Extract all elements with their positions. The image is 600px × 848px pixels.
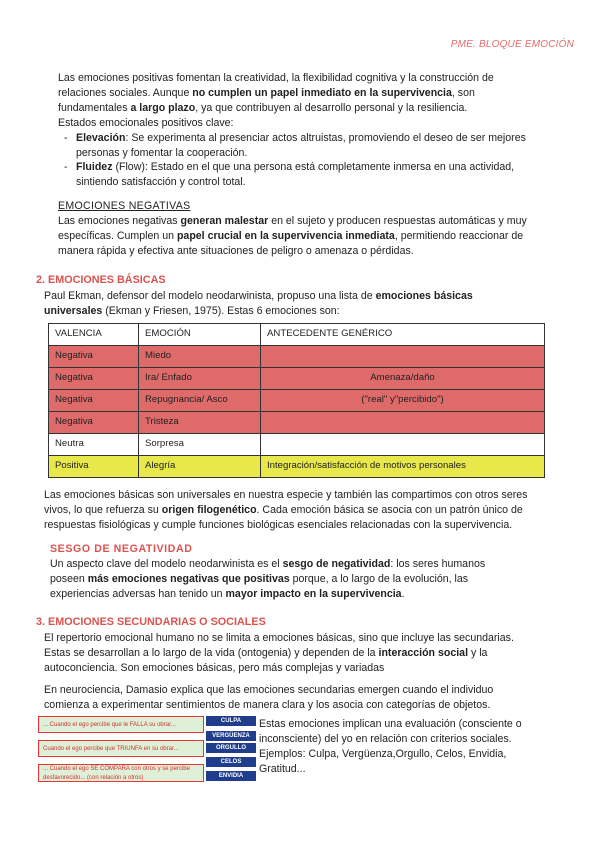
neg-line-3: manera rápida y efectiva ante situaciones de peligro o amenaza o pérdidas. (58, 245, 414, 257)
side-line-4: Gratitud... (259, 763, 306, 775)
table-cell: Alegría (139, 456, 261, 478)
table-cell: ("real" y"percibido") (261, 390, 545, 412)
diagram-box: Cuando el ego percibe que TRIUNFA en su obrar... (38, 740, 204, 757)
diagram-label: CULPA (206, 716, 256, 726)
diagram-label: VERGÜENZA (206, 731, 256, 741)
after-table-line-3: respuestas fisiológicas y cumple funciones biológicas esenciales relacionadas con la supervivencia. (44, 519, 513, 531)
neg-line-2: específicas. Cumplen un papel crucial en la supervivencia inmediata, permitiendo reaccionar de (58, 230, 524, 242)
table-header-row (49, 324, 545, 346)
sesgo-line-3: experiencias adversas han tenido un mayor impacto en la supervivencia. (50, 588, 405, 600)
table-cell: Negativa (49, 368, 139, 390)
table-cell: Negativa (49, 390, 139, 412)
sec3-line-4: En neurociencia, Damasio explica que las emociones secundarias emergen cuando el individuo (44, 684, 494, 696)
diagram-label: CELOS (206, 757, 256, 767)
secondary-emotions-diagram (38, 716, 256, 782)
table-cell: Integración/satisfacción de motivos personales (261, 456, 545, 478)
table-row (49, 346, 545, 368)
table-cell: Amenaza/daño (261, 368, 545, 390)
positive-states-list (58, 131, 558, 189)
table-cell: Miedo (139, 346, 261, 368)
negative-emotions-title: EMOCIONES NEGATIVAS (58, 200, 191, 212)
sec2-line-2: universales (Ekman y Friesen, 1975). Estas 6 emociones son: (44, 305, 340, 317)
side-line-2: inconsciente) del yo en relación con criterios sociales. (259, 733, 512, 745)
table-cell (261, 434, 545, 456)
table-cell: Ira/ Enfado (139, 368, 261, 390)
page-header: PME. BLOQUE EMOCIÓN (450, 39, 574, 50)
sec3-line-1: El repertorio emocional humano no se limita a emociones básicas, sino que incluye las secundarias. (44, 632, 514, 644)
table-row (49, 456, 545, 478)
side-line-3: Ejemplos: Culpa, Vergüenza,Orgullo, Celos, Envidia, (259, 748, 507, 760)
intro-line-1: Las emociones positivas fomentan la creatividad, la flexibilidad cognitiva y la construcción de (58, 72, 494, 84)
table-cell: Sorpresa (139, 434, 261, 456)
diagram-box: ... Cuando el ego SE COMPARA con otros y se percibe desfavorecido... (con relación a otros) (38, 764, 204, 782)
intro-line-3: fundamentales a largo plazo, ya que contribuyen al desarrollo personal y la resiliencia. (58, 102, 468, 114)
section-2-title: 2. EMOCIONES BÁSICAS (36, 274, 166, 286)
table-cell: Repugnancia/ Asco (139, 390, 261, 412)
sec3-line-2: Estas se desarrollan a lo largo de la vida (ontogenia) y dependen de la interacción social y la (44, 647, 488, 659)
basic-emotions-table (48, 323, 545, 478)
sec2-line-1: Paul Ekman, defensor del modelo neodarwinista, propuso una lista de emociones básicas (44, 290, 473, 302)
header-cell: VALENCIA (49, 324, 139, 346)
list-item: - Fluidez (Flow): Estado en el que una persona está completamente inmersa en una actividad, sintiendo satisfacción y control total. (58, 160, 558, 189)
intro-line-4: Estados emocionales positivos clave: (58, 117, 234, 129)
sesgo-line-1: Un aspecto clave del modelo neodarwinista es el sesgo de negatividad: los seres humanos (50, 558, 486, 570)
header-cell: EMOCIÓN (139, 324, 261, 346)
table-cell: Neutra (49, 434, 139, 456)
diagram-label: ENVIDIA (206, 771, 256, 781)
sec3-line-5: comienza a experimentar sentimientos de manera clara y los asocia con categorías de objetos. (44, 699, 491, 711)
table-cell (261, 412, 545, 434)
sesgo-title: SESGO DE NEGATIVIDAD (50, 543, 193, 555)
sesgo-line-2: poseen más emociones negativas que positivas porque, a lo largo de la evolución, las (50, 573, 469, 585)
table-cell: Positiva (49, 456, 139, 478)
after-table-line-1: Las emociones básicas son universales en nuestra especie y también las compartimos con otros seres (44, 489, 528, 501)
table-row (49, 368, 545, 390)
table-cell: Negativa (49, 346, 139, 368)
side-line-1: Estas emociones implican una evaluación (consciente o (259, 718, 522, 730)
intro-line-2: relaciones sociales. Aunque no cumplen un papel inmediato en la supervivencia, son (58, 87, 475, 99)
sec3-line-3: autoconciencia. Son emociones básicas, pero más complejas y variadas (44, 662, 385, 674)
table-cell: Tristeza (139, 412, 261, 434)
section-3-title: 3. EMOCIONES SECUNDARIAS O SOCIALES (36, 616, 266, 628)
diagram-box: ... Cuando el ego percibe que le FALLA su obrar... (38, 716, 204, 733)
table-row (49, 390, 545, 412)
after-table-line-2: vivos, lo que refuerza su origen filogenético. Cada emoción básica se asocia con un patrón único de (44, 504, 523, 516)
neg-line-1: Las emociones negativas generan malestar en el sujeto y producen respuestas automáticas y muy (58, 215, 527, 227)
table-cell: Negativa (49, 412, 139, 434)
table-cell (261, 346, 545, 368)
diagram-label: ORGULLO (206, 743, 256, 753)
table-row (49, 412, 545, 434)
list-item: - Elevación: Se experimenta al presenciar actos altruistas, promoviendo el deseo de ser mejores personas y fomentar la cooperación. (58, 131, 558, 160)
header-cell: ANTECEDENTE GENÉRICO (261, 324, 545, 346)
table-row (49, 434, 545, 456)
